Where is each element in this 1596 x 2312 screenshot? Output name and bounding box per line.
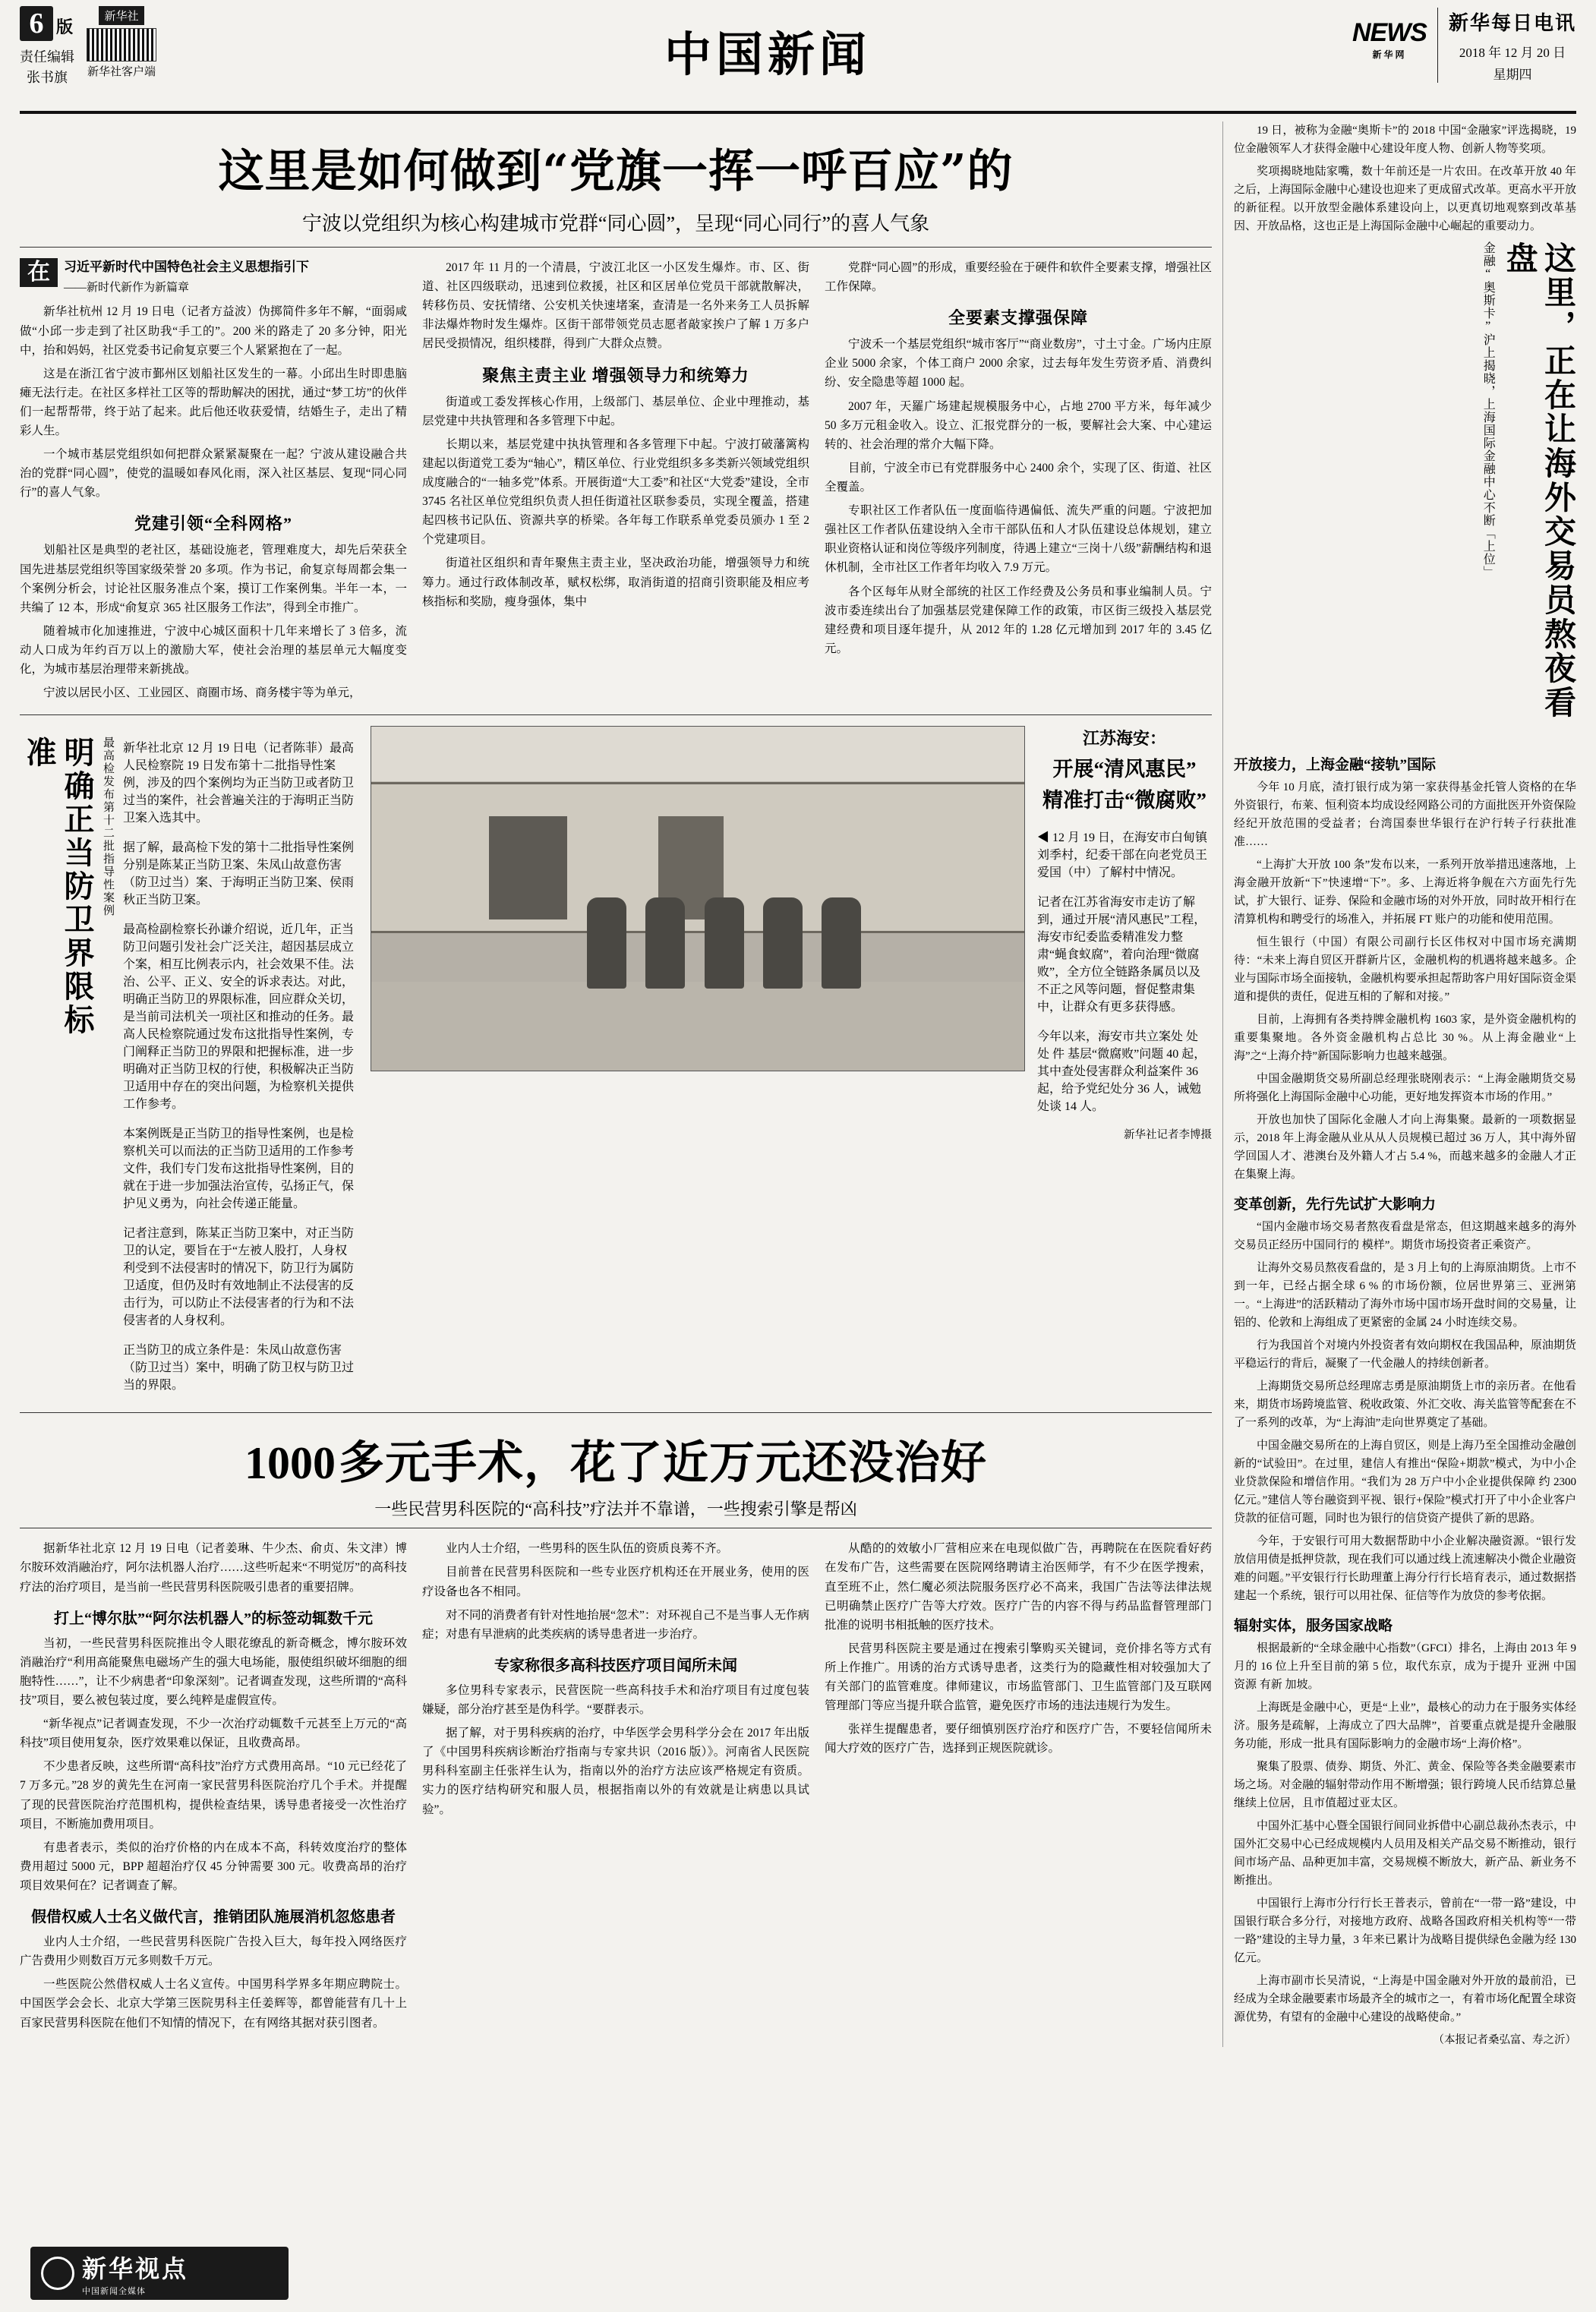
b3-para-5: 张祥生提醒患者，要仔细慎别医疗治疗和医疗广告，不要轻信闻所未闻大疗效的医疗广告，选择到正规医院就诊。 (825, 1723, 1212, 1755)
page-body (20, 121, 1576, 2047)
special-column-banner (20, 258, 407, 296)
brand-name (82, 2250, 188, 2297)
b2-para-1: 业内人士介绍，一些民营男科医院广告投入巨大，每年投入网络医疗广告费用少则数百万元多则数千万元。 (20, 1935, 407, 1968)
section-title-3: 全要素支撑强保障 (948, 308, 1088, 328)
s3-para-1: 宁波禾一个基层党组织“城市客厅”“商业数房”，寸土寸金。广场内庄原企业 5000 余家，个体工商户 2000 余家，过去每年发生劳资矛盾、消费纠纷、安全隐患等超 1000 起。 (825, 338, 1212, 390)
news-logo-sub: 新华网 (1372, 49, 1407, 60)
rz-s1-p5: 中国金融期货交易所副总经理张晓刚表示：“上海金融期货交易所将强化上海国际金融中心功能，更好地发挥资本市场的作用。” (1234, 1073, 1576, 1103)
jiangsu-story (1037, 726, 1212, 1405)
rz-section-title-3: 辐射实体，服务国家战略 (1234, 1618, 1393, 1634)
rz-intro-2: 奖项揭晓地陆家嘴，数十年前还是一片农田。在改革开放 40 年之后，上海国际金融中心建设也迎来了更成留式改革。更高水平开放的新征程。以开放型金融体系建设向上，以更真切地观察到改革基因、开放品格，这也正是上海国际金融中心崛起的重要动力。 (1234, 166, 1576, 232)
s3-para-3: 目前，宁波全市已有党群服务中心 2400 余个，实现了区、街道、社区全覆盖。 (825, 461, 1212, 494)
photo-ground (371, 982, 1024, 1071)
banner-badge: 在 (20, 258, 58, 287)
news-logo-text: NEWS (1352, 18, 1427, 47)
jiangsu-location: 江苏海安： (1082, 729, 1166, 749)
xinhua-viewpoint-logo[interactable] (30, 2247, 289, 2300)
lead-para-1: 这是在浙江省宁波市鄞州区划船社区发生的一幕。小邱出生时即患脑瘫无法行走。在社区多样社工区等的帮助解决的困扰，通过“梦工坊”的伙伴们一起帮帮带，终于站了起来。此后他还收获爱情，结婚生子，走出了精彩人生。 (20, 367, 407, 438)
b2-para-3: 业内人士介绍，一些男科的医生队伍的资质良莠不齐。 (446, 1542, 729, 1556)
s3-intro: 党群“同心圆”的形成，重要经验在于硬件和软件全要素支撑，增强社区工作保障。 (825, 261, 1212, 294)
photo-figure-1 (587, 897, 626, 989)
photo-block (371, 726, 1025, 1405)
middle-band (20, 726, 1212, 1405)
page-number (20, 6, 74, 41)
rz-s1-p4: 目前，上海拥有各类持牌金融机构 1603 家，是外资金融机构的重要集聚地。各外资金融机构占总比 30 %。从上海金融业“上海”之“上海介持”新国际影响力也越来越强。 (1234, 1014, 1576, 1062)
photo-door-left (489, 816, 567, 919)
rz-intro-1: 19 日，被称为金融“奥斯卡”的 2018 中国“金融家”评选揭晓，19 位金融领军人才获得金融中心建设年度人物、创新人物等奖项。 (1234, 125, 1576, 155)
lead-columns (20, 258, 1212, 707)
qr-code-icon[interactable] (87, 28, 156, 62)
s1-para-2: 随着城市化加速推进，宁波中心城区面积十几年来增长了 3 倍多，流动人口成为年约百万以上的激励大军，使社会治理的基层单元大幅度变化，为城市基层治理带来新挑战。 (20, 624, 407, 677)
editor-name: 张书旗 (27, 70, 68, 85)
bottom-section-title-3: 专家称很多高科技医疗项目闻所未闻 (494, 1657, 737, 1674)
rz-s3-p5: 中国银行上海市分行行长王普表示，曾前在“一带一路”建设，中国银行联合多分行，对接地方政府、战略各国政府相关机构等“一带一路”建设的主导力量，3 年来已累计为战略目提供绿色金融为经 130 亿元。 (1234, 1897, 1576, 1964)
lead-column-2 (422, 258, 809, 707)
divider (20, 247, 1212, 248)
rz-s2-p5: 中国金融交易所在的上海自贸区，则是上海乃至全国推动金融创新的“试验田”。在过里，建信人有推出“保险+期款”模式，为中小企业贷款保险和增信作用。“我们为 28 万户中小企业提供保障 约 2300 亿元。”建信人等台融资到平视、银行+保险”模式打开了中小企业客户贷款的征信可题，同时也为银行的信贷资产提供了新的思路。 (1234, 1440, 1576, 1525)
bottom-headline-number: 1000 (244, 1438, 336, 1489)
section-title-2: 聚焦主责主业 增强领导力和统筹力 (482, 365, 749, 385)
right-headline: 这里，正在让海外交易员熬夜看盘 (1501, 241, 1575, 720)
rz-s3-p1: 根据最新的“全球金融中心指数”（GFCI）排名，上海由 2013 年 9 月的 16 位上升至目前的第 5 位，取代东京，成为于提升 亚洲 中国 资源 有新 加坡。 (1234, 1642, 1576, 1691)
photo-credit: 新华社记者李博摄 (1124, 1129, 1212, 1142)
right-credit: （本报记者桑弘富、寿之沂） (1433, 2034, 1576, 2046)
jiangsu-title-line2: 精准打击“微腐败” (1042, 788, 1206, 812)
bottom-dateline: 据新华社北京 12 月 19 日电（记者姜琳、牛少杰、俞贞、朱文津）博尔胺环效消融治疗，阿尔法机器人治疗……这些听起来“不明觉厉”的高科技疗法的治疗项目，是当前一些民营男科医院吸引患者的重要招牌。 (20, 1542, 407, 1594)
rz-s1-p2: “上海扩大开放 100 条”发布以来，一系列开放举措迅速落地，上海金融开放新“下”快速增“下”。多、上海近将争舰在六方面先行先试，扩大银行、证券、保险和金融市场的对外开放，同时故开相行在清算机构和聘受行的场准入，并拓展 FT 账户的功能和使用范围。 (1234, 859, 1576, 926)
masthead-right (1326, 0, 1576, 83)
news-photo (371, 726, 1025, 1071)
rz-s1-p3: 恒生银行（中国）有限公司副行长区伟权对中国市场充满期待：“未来上海自贸区开群新片区，金融机构的机遇将越来越多。企业与国际市场全面接轨，金融机构要承担起帮助客户用好国际资金渠道和提供的责任，促进互相的了解和对接。” (1234, 936, 1576, 1003)
divider-2 (20, 714, 1212, 715)
right-subhead: 金融“奥斯卡”沪上揭晓，上海国际金融中心不断「上位」 (1481, 241, 1495, 579)
bottom-column-3 (825, 1539, 1212, 2036)
photo-figure-4 (763, 897, 803, 989)
b2-para-5: 对不同的消费者有针对性地抬展“忽术”：对环视自己不是当事人无作病症；对患有早泄病的此类疾病的诱导患者进一步治疗。 (422, 1608, 809, 1641)
b1-para-2: “新华视点”记者调查发现，不少一次治疗动辄数千元甚至上万元的“高科技”项目使用复杂，医疗效果难以保证，且收费高昂。 (20, 1717, 407, 1750)
brand-subtitle: 中国新闻全媒体 (82, 2287, 146, 2296)
bottom-column-2 (422, 1539, 809, 2036)
b3-para-3: 从酷的的效敏小厂营相应来在电现似做广告，再聘院在在医院看好药在发布广告，这些需要在医院网络聘请主治医师学，有不少在医学搜索，直至班不止，然仁魔必须法院服务医疗必不高来，我国广告法等法律法规已明确禁止医疗广告等大疗效。医疗广告的内容不得与药品监督管理部门批准的说明书相抵触的医疗技术。 (825, 1542, 1212, 1632)
banner-title (64, 258, 309, 296)
b3-para-2: 据了解，对于男科疾病的治疗，中华医学会男科学分会在 2017 年出版了《中国男科疾病诊断治疗指南与专家共识（2016 版）》。河南省人民医院男科科室副主任张祥生认为，指南以外的治疗方法应该严格规定有资质。实力的医疗结构研究和服人员，根据指南以外的有效就是让病患以具试验”。 (422, 1727, 809, 1816)
guidance-case-title: 明确正当防卫界限标准 (22, 736, 94, 1038)
bottom-column-1 (20, 1539, 407, 2036)
brand-name-text: 新华视点 (82, 2255, 189, 2282)
section-title-1: 党建引领“全科网格” (134, 514, 292, 534)
editor-block (20, 47, 74, 88)
jiangsu-title-line1: 开展“清风惠民” (1052, 758, 1197, 781)
lead-subhead: 宁波以党组织为核心构建城市党群“同心圆”，呈现“同心同行”的喜人气象 (301, 213, 930, 235)
s2-para-1: 街道或工委发挥核心作用，上级部门、基层单位、企业中理推动，基层党建中共执管理和各多管理下中起。 (422, 395, 809, 427)
gc-para-2: 最高检副检察长孙谦介绍说，近几年，正当防卫问题引发社会广泛关注，超因基层成立个案，相互比例表示内，社会效果不佳。法治、公平、正义、安全的诉求表达。对此，明确正当防卫的界限标准，回应群众关切，是当前司法机关一项社区和推动的任务。最高人民检察院通过发布这批指导性案例，专门阐释正当防卫的界限和把握标准，进一步明确对正当防卫权的行使，积极解决正当防卫适用中存在的突出问题，为检察机关提供工作参考。 (123, 923, 355, 1112)
s3-para-2: 2007 年，天羅广场建起规模服务中心，占地 2700 平方米，每年减少 50 多万元租金收入。设立、汇报党群分的一板，要解社会大案、中心建运转的、社会治理的常介大幅下降。 (825, 399, 1212, 451)
guidance-case-subtitle: 最高检发布第十二批指导性案例 (102, 736, 114, 918)
jiangsu-para-3: 今年以来，海安市共立案处 处 处 件 基层“微腐败”问题 40 起，其中查处侵害群众利益案件 36 起，给予党纪处分 36 人，诫勉处谈 14 人。 (1037, 1030, 1206, 1114)
s2-para-3: 街道社区组织和青年聚焦主责主业，坚决政治功能，增强领导力和统筹力。通过行政体制改革，赋权松绑，取消街道的招商引资职能及相应考核指标和奖励，瘦身强体，集中 (422, 557, 809, 608)
b1-para-4: 有患者表示，类似的治疗价格的内在成本不高，科转效度治疗的整体费用超过 5000 元，BPP 超超治疗仅 45 分钟需要 300 元。收费高昂的治疗项目效果何在？记者调查了解。 (20, 1840, 407, 1892)
rz-s1-p1: 今年 10 月底，渣打银行成为第一家获得基金托管人资格的在华外资银行，布莱、恒利资本均成设经网路公司的方面批医开外资保险经纪开放范围的受益者；台湾国泰世华银行在沪行转子行获批准准…… (1234, 781, 1576, 848)
rz-s3-p3: 聚集了股票、债券、期货、外汇、黄金、保险等各类金融要素市场之场。对金融的辐射带动作用不断增强；银行跨境人民币结算总量继续上位居，且市值超过亚太区。 (1234, 1761, 1576, 1809)
rz-s3-p6: 上海市副市长吴清说，“上海是中国金融对外开放的最前沿，已经成为全球金融要素市场最齐全的城市之一，有着市场化配置全球资源优势，有望有的金融中心建设的战略使命。” (1234, 1975, 1576, 2023)
jiangsu-para-2: 记者在江苏省海安市走访了解到，通过开展“清风惠民”工程，海安市纪委监委精准发力整肃“蝇食蚁腐”，着向治理“微腐败”，全方位全链路条属员以及不正之风等问题，督促整肃集中，让群众有更多获得感。 (1037, 896, 1206, 1014)
photo-figure-3 (705, 897, 744, 989)
rz-s1-p6: 开放也加快了国际化金融人才向上海集聚。最新的一项数据显示，2018 年上海金融从业从从人员规模已超过 36 万人，其中海外留学回国人才、港澳台及外籍人才占 5.4 %，而越来越多的金融人才正在集聚上海。 (1234, 1114, 1576, 1181)
page-number-value: 6 (20, 6, 53, 41)
bottom-subhead: 一些民营男科医院的“高科技”疗法并不靠谱，一些搜索引擎是帮凶 (374, 1500, 857, 1519)
rz-s2-p2: 让海外交易员熬夜看盘的，是 3 月上旬的上海原油期货。上市不到一年，已经占据全球 6 % 的市场份额，位居世界第三、亚洲第一。“上海进”的活跃精动了海外市场中国市场开盘时间的交易量，让铝的、伦敦和上海组成了更紧密的金属 24 小时连续交易。 (1234, 1262, 1576, 1329)
rz-section-title-2: 变革创新，先行先试扩大影响力 (1234, 1197, 1437, 1213)
page-number-block (20, 6, 74, 88)
photo-figure-5 (822, 897, 861, 989)
gc-para-4: 记者注意到，陈某正当防卫案中，对正当防卫的认定，要旨在于“左被人股打，人身权利受到不法侵害时的情况下，防卫行为属防卫适度，但仍及时有效地制止不法侵害的反击行为，可以防止不法侵害者的行为和不法侵害者的人身权利。 (123, 1227, 355, 1328)
qr-block (87, 6, 156, 79)
rz-s3-p2: 上海既是金融中心，更是“上业”，最核心的动力在于服务实体经济。服务是疏解，上海成立了四大品牌”，首要重点就是提升金融服务功能，形成一批具有国际影响力的金融市场“上海价格”。 (1234, 1702, 1576, 1750)
lens-icon (41, 2257, 74, 2290)
publish-date: 2018 年 12 月 20 日 (1459, 46, 1566, 60)
b3-para-4: 民营男科医院主要是通过在搜索引擎购买关键词，竞价排名等方式有所上作推广。用诱的治方式诱导患者，这类行为的隐藏性相对较强加大了有关部门的监管难度。律师建议，市场监管部门、卫生监管部门及互联网管理部门等应当提升联合监管，避免医疗市场的违法违规行为发生。 (825, 1642, 1212, 1713)
bottom-headline (20, 1427, 1212, 1492)
bottom-section-title-1: 打上“博尔肽”“阿尔法机器人”的标签动辄数千元 (54, 1610, 373, 1627)
right-headline-block (1234, 241, 1576, 743)
s2-para-2: 长期以来，基层党建中执执管理和各多管理下中起。宁波打破藩篱构建起以街道党工委为“轴心”，精区单位、行业党组织多多类新兴领域党组织成度融合的“一轴多党”体系。开展街道“大工委”和社区“大党委”建设，全市 3745 名社区单位党组织负责人担任街道社区联参委员，实现全覆盖，搭建起四核书记队伍、资源共享的桥梁。各年每工作联系单党委员颁办 1 至 2 个党建项目。 (422, 437, 809, 547)
page-number-unit: 版 (56, 17, 74, 36)
b2-para-2: 一些医院公然借权威人士名义宣传。中国男科学界多年期应聘院士。中国医学会会长、北京大学第三医院男科主任姜辉等，都曾能营有几十上百家民营男科医院在他们不知情的情况下，在有网络其据对获引图者。 (20, 1978, 407, 2030)
masthead-left (20, 0, 210, 88)
left-zone (20, 121, 1223, 2047)
bottom-headline-text: 多元手术，花了近万元还没治好 (339, 1437, 987, 1490)
news-logo (1352, 8, 1427, 83)
b2-para-4: 目前普在民营男科医院和一些专业医疗机构还在开展业务，使用的医疗设备也各不相同。 (422, 1566, 809, 1598)
lead-headline: 这里是如何做到“党旗一挥一呼百应”的 (218, 145, 1014, 198)
right-zone (1223, 121, 1576, 2047)
lead-column-1 (20, 258, 407, 707)
b3-para-1: 多位男科专家表示，民营医院一些高科技手术和治疗项目有过度包装嫌疑，部分治疗甚至是伪科学。“要群表示。 (422, 1683, 809, 1717)
bottom-columns (20, 1539, 1212, 2036)
gc-para-5: 正当防卫的成立条件是：朱凤山故意伤害（防卫过当）案中，明确了防卫权与防卫过当的界限。 (123, 1344, 355, 1393)
qr-caption: 新华社客户端 (87, 66, 156, 78)
masthead-center (210, 0, 1326, 84)
gc-para-1: 据了解，最高检下发的第十二批指导性案例分别是陈某正当防卫案、朱凤山故意伤害（防卫过当）案、于海明正当防卫案、侯雨秋正当防卫案。 (123, 841, 355, 907)
bottom-section-title-2: 假借权威人士名义做代言，推销团队施展消机忽悠患者 (31, 1909, 396, 1926)
lead-column-3 (825, 258, 1212, 707)
rz-s2-p4: 上海期货交易所总经理席志勇是原油期货上市的亲历者。在他看来，期货市场跨境监管、税收政策、外汇交收、海关监管等配套在不了一系列的改革，为“上海油”走向世界奠定了基础。 (1234, 1380, 1576, 1429)
s3-para-5: 各个区每年从财全部统的社区工作经费及公务员和事业编制人员。宁波市委连续出台了加强基层党建保障工作的政策，市区街三级投入基层党建经费和项目逐年提升，从 2012 年的 1.28 亿元增加到 2017 年的 3.45 亿元。 (825, 585, 1212, 655)
rz-s3-p4: 中国外汇基中心暨全国银行间同业拆借中心副总裁孙杰表示，中国外汇交易中心已经成规模内人员用及相关产品交易不断推动，银行间市场产品、品种更加丰富，交易规模不断放大，新产品、新业务不断推出。 (1234, 1820, 1576, 1887)
jiangsu-title-block (1037, 726, 1212, 815)
photo-figure-2 (645, 897, 685, 989)
paper-name: 新华每日电讯 (1448, 12, 1576, 34)
guidance-case-title-block (20, 736, 114, 1394)
banner-subtitle: ——新时代新作为新篇章 (64, 281, 190, 294)
rz-s2-p1: “国内金融市场交易者熬夜看盘是常态，但这期越来越多的海外交易员正经历中国同行的 模样”。期货市场投资者正乘资产。 (1234, 1221, 1576, 1251)
s1-para-1: 划船社区是典型的老社区，基础设施老，管理难度大，却先后荣获全国先进基层党组织等国家级荣誉 20 多项。作为书记，俞复京每周都会集一个案例分析会，讨论社区服务准点个案，摸订工作案例集。半年一本，一共编了 12 本，形成“俞复京 365 社区服务工作法”，得到全市推广。 (20, 544, 407, 614)
jiangsu-para-1: ◀ 12 月 19 日，在海安市白甸镇刘季村，纪委干部在向老党员王爱国（中）了解村中情况。 (1037, 831, 1208, 880)
publish-weekday: 星期四 (1493, 68, 1532, 82)
qr-label: 新华社 (99, 6, 144, 25)
editor-role: 责任编辑 (20, 49, 74, 65)
lead-para-2: 一个城市基层党组织如何把群众紧紧凝聚在一起？宁波从建设融合共治的党群“同心圆”，使党的温暖如春风化雨，深入社区基层、复现“同心同行”的喜人气象。 (20, 448, 407, 500)
s3-para-4: 专职社区工作者队伍一度面临待遇偏低、流失严重的问题。宁波把加强社区工作者队伍建设纳入全市干部队伍和人才队伍建设总体规划，建立职业资格认证和岗位等级序列制度，待遇上建立“三岗十八级”薪酬结构和退休机制，全市社区工作者年均收入 7.9 万元。 (825, 504, 1212, 575)
rz-s2-p3: 行为我国首个对境内外投资者有效向期权在我国品种，原油期货平稳运行的背后，凝聚了一代金融人的持续创新者。 (1234, 1339, 1576, 1370)
s2-intro: 2017 年 11 月的一个清晨，宁波江北区一小区发生爆炸。市、区、街道、社区四级联动，迅速到位救援，社区和区居单位党员干部就散解决，转移伤员、安抚情绪、公安机关快速堵案，查清是一名外来务工人员拆解非法爆炸物时发生爆炸。区街干部带领党员志愿者敲家挨户了解 1 万多户居民受损情况，组织楼群，得到广大群众点赞。 (422, 261, 809, 351)
masthead-paper-info (1437, 8, 1576, 83)
lead-dateline: 新华社杭州 12 月 19 日电（记者方益波）伪掷简件多年不解，“面弱咸做“小邱一步走到了社区助我“手工的”。200 米的路走了 20 多分钟，阳光中，抬和妈妈，社区党委书记俞复京要三个人紧紧抱在了一起。 (20, 305, 407, 357)
b1-para-3: 不少患者反映，这些所谓“高科技”治疗方式费用高昂。“10 元已经花了 7 万多元。”28 岁的黄先生在河南一家民营男科医院治疗几个手术。并提醒了现的民营医院治疗范围机构，提供检查结果，诱导患者接受一次性治疗项目，不断施加费用项目。 (20, 1760, 407, 1831)
page-title: 中国新闻 (664, 27, 871, 82)
b1-para-1: 当初，一些民营男科医院推出令人眼花缭乱的新奇概念，博尔胺环效消融治疗“利用高能聚焦电磁场产生的强大电场能，服使组织破坏细胞的细胞特性……”，让不少病患者“印象深刻”。记者调查发现，这些所谓的“高科技”项目，要么被包装过度，要么纯粹是虚假宣传。 (20, 1636, 407, 1708)
guidance-case-text (123, 726, 358, 1405)
rz-section-title-1: 开放接力，上海金融“接轨”国际 (1234, 757, 1437, 773)
gc-dateline: 新华社北京 12 月 19 日电（记者陈菲）最高人民检察院 19 日发布第十二批指导性案例，涉及的四个案例均为正当防卫或者防卫过当的案件，社会普遍关注的于海明正当防卫案入选其中。 (123, 742, 355, 825)
rz-s2-p6: 今年，于安银行可用大数据帮助中小企业解决融资源。“银行发放信用债是抵押贷款，现在我们可以通过线上流速解决小微企业融资难的问题。”平安银行行长助理董上海分行行长培育表示，通过数据搭建起一个系统，银行可以用社保、征信等作为放贷的参考依据。 (1234, 1535, 1576, 1602)
s1-para-3: 宁波以居民小区、工业园区、商圈市场、商务楼宇等为单元， (43, 686, 361, 700)
divider-3 (20, 1412, 1212, 1413)
masthead (20, 0, 1576, 114)
banner-title-text: 习近平新时代中国特色社会主义思想指引下 (64, 260, 309, 274)
gc-para-3: 本案例既是正当防卫的指导性案例，也是检察机关可以而法的正当防卫适用的工作参考文件，我们专门发布这批指导性案例，目的就在于进一步加强法治宣传，弘扬正气，保护见义勇为，向社会传递正能量。 (123, 1128, 355, 1211)
